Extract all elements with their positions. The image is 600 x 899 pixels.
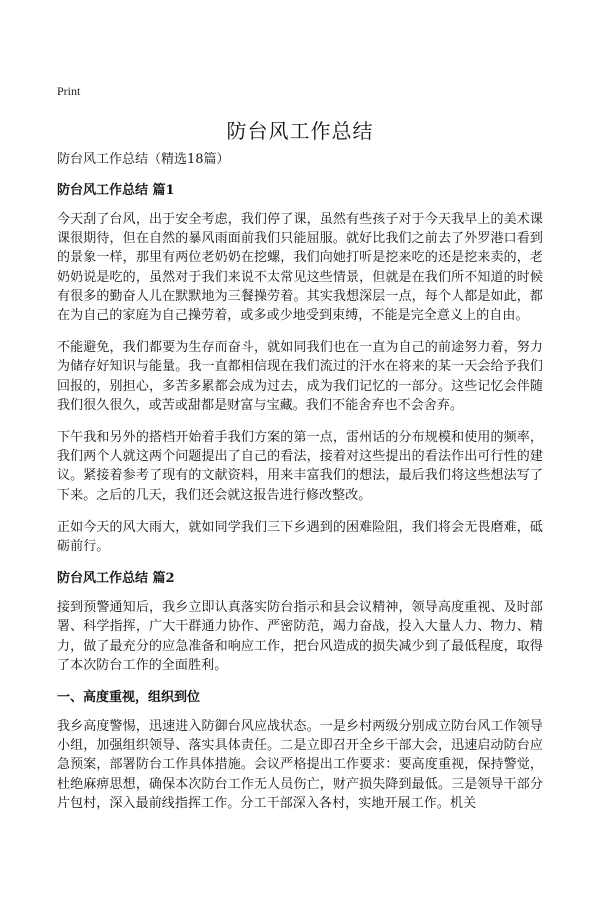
- subsection-1-paragraph-1: 我乡高度警惕，迅速进入防御台风应战状态。一是乡村两级分别成立防台风工作领导小组，加强组织领导、落实具体责任。二是立即召开全乡干部大会，迅速启动防台应急预案，部署防台工作具体措施。会议严格提出工作要求：要高度重视，保持警觉，杜绝麻痹思想，确保本次防台工作无人员伤亡，财产损失降到最低。三是领导干部分片包村，深入最前线指挥工作。分工干部深入各村，实地开展工作。机关: [57, 719, 543, 811]
- print-label: Print: [57, 84, 81, 98]
- document-title: 防台风工作总结: [226, 119, 374, 143]
- section-2-paragraph-1: 接到预警通知后，我乡立即认真落实防台指示和县会议精神，领导高度重视、及时部署、科学指挥，广大干群通力协作、严密防范，竭力奋战，投入大量人力、物力、精力，做了最充分的应急准备和响应工作，把台风造成的损失减少到了最低程度，取得了本次防台工作的全面胜利。: [57, 600, 543, 673]
- document-body: [57, 150, 543, 826]
- document-subtitle: 防台风工作总结（精选18篇）: [57, 152, 230, 167]
- section-heading-2: 防台风工作总结 篇2: [57, 571, 175, 587]
- section-1-paragraph-1: 今天刮了台风，出于安全考虑，我们停了课，虽然有些孩子对于今天我早上的美术课课很期待，但在自然的暴风雨面前我们只能屈服。就好比我们之前去了外罗港口看到的景象一样，那里有两位老奶奶在挖螺，我们向她打听是挖来吃的还是挖来卖的，老奶奶说是吃的，虽然对于我们来说不太常见这些情景，但就是在我们所不知道的时候有很多的勤奋人儿在默默地为三餐操劳着。其实我想深层一点，每个人都是如此，都在为自己的家庭为自己操劳着，或多或少地受到束缚，不能是完全意义上的自由。: [57, 212, 543, 324]
- section-1-paragraph-3: 下午我和另外的搭档开始着手我们方案的第一点，雷州话的分布规模和使用的频率，我们两个人就这两个问题提出了自己的看法，接着对这些提出的看法作出可行性的建议。紧接着参考了现有的文献资料，用来丰富我们的想法，最后我们将这些想法写了下来。之后的几天，我们还会就这报告进行修改整改。: [57, 430, 543, 503]
- section-1-paragraph-2: 不能避免，我们都要为生存而奋斗，就如同我们也在一直为自己的前途努力着，努力为储存好知识与能量。我一直都相信现在我们流过的汗水在将来的某一天会给予我们回报的，别担心，多苦多累都会成为过去，成为我们记忆的一部分。这些记忆会伴随我们很久很久，或苦或甜都是财富与宝藏。我们不能舍弃也不会舍弃。: [57, 340, 543, 413]
- section-heading-1: 防台风工作总结 篇1: [57, 183, 175, 198]
- section-1-paragraph-4: 正如今天的风大雨大，就如同学我们三下乡遇到的困难险阻，我们将会无畏磨难，砥砺前行。: [57, 519, 543, 555]
- subsection-heading-1: 一、高度重视，组织到位: [57, 690, 201, 706]
